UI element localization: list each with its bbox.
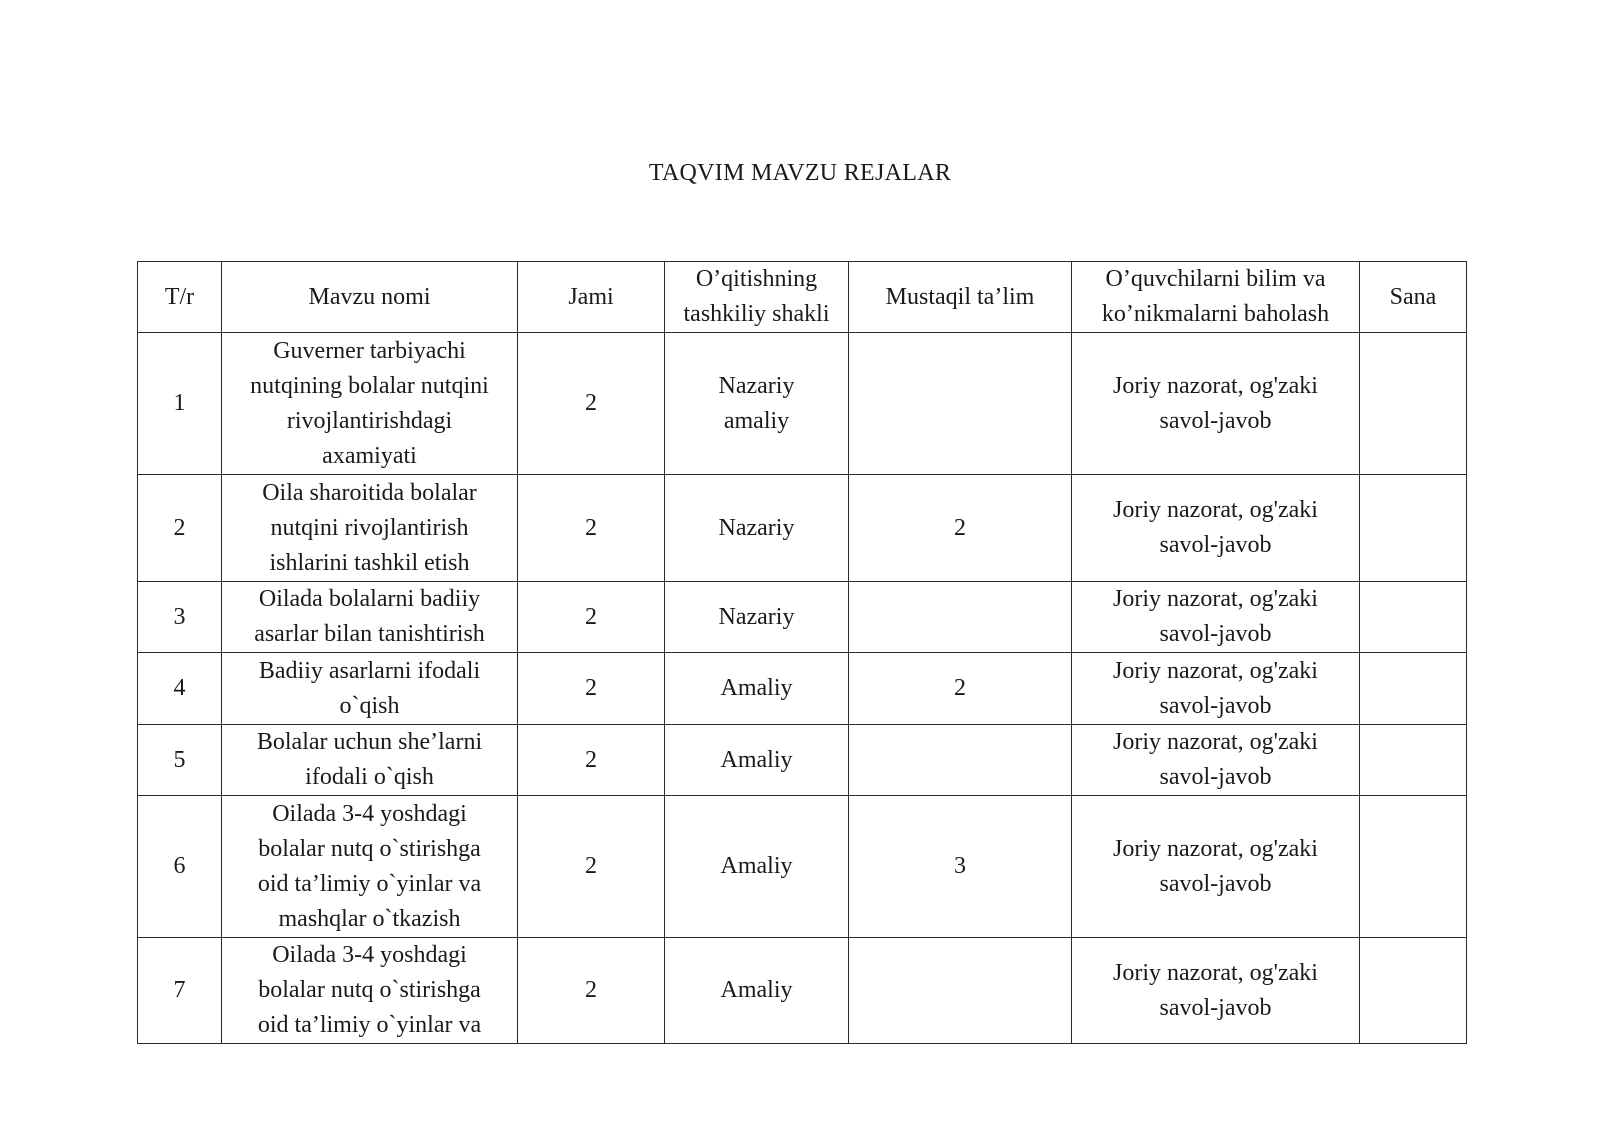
cell-total: 2 [518,725,665,796]
cell-form: Amaliy [665,653,849,725]
cell-assessment: Joriy nazorat, og'zaki savol-javob [1072,796,1360,938]
header-form: O’qitishning tashkiliy shakli [665,262,849,333]
table-row [138,653,1467,725]
cell-assessment: Joriy nazorat, og'zaki savol-javob [1072,475,1360,582]
cell-assessment: Joriy nazorat, og'zaki savol-javob [1072,333,1360,475]
cell-form: Amaliy [665,725,849,796]
cell-form: Nazariy amaliy [665,333,849,475]
header-total: Jami [518,262,665,333]
cell-date [1360,333,1467,475]
cell-form: Amaliy [665,938,849,1044]
cell-date [1360,796,1467,938]
cell-independent [849,938,1072,1044]
cell-topic: Badiiy asarlarni ifodali o`qish [222,653,518,725]
cell-num: 3 [138,582,222,653]
cell-topic: Bolalar uchun she’larni ifodali o`qish [222,725,518,796]
cell-num: 2 [138,475,222,582]
cell-date [1360,938,1467,1044]
table-row [138,333,1467,475]
cell-independent [849,582,1072,653]
cell-total: 2 [518,938,665,1044]
header-row [138,262,1467,333]
cell-num: 1 [138,333,222,475]
table-row [138,796,1467,938]
cell-num: 7 [138,938,222,1044]
cell-topic: Oilada 3-4 yoshdagi bolalar nutq o`stirishga oid ta’limiy o`yinlar va mashqlar o`tkazish [222,796,518,938]
cell-form: Nazariy [665,582,849,653]
table-row [138,938,1467,1044]
calendar-plan-table [137,261,1467,1044]
cell-total: 2 [518,653,665,725]
header-topic: Mavzu nomi [222,262,518,333]
cell-independent: 3 [849,796,1072,938]
cell-assessment: Joriy nazorat, og'zaki savol-javob [1072,725,1360,796]
cell-num: 4 [138,653,222,725]
header-num: T/r [138,262,222,333]
cell-topic: Guverner tarbiyachi nutqining bolalar nutqini rivojlantirishdagi axamiyati [222,333,518,475]
cell-topic: Oilada bolalarni badiiy asarlar bilan tanishtirish [222,582,518,653]
header-assessment: O’quvchilarni bilim va ko’nikmalarni baholash [1072,262,1360,333]
cell-date [1360,653,1467,725]
cell-date [1360,725,1467,796]
cell-assessment: Joriy nazorat, og'zaki savol-javob [1072,653,1360,725]
cell-total: 2 [518,475,665,582]
cell-form: Nazariy [665,475,849,582]
cell-total: 2 [518,582,665,653]
header-independent: Mustaqil ta’lim [849,262,1072,333]
table-row [138,475,1467,582]
cell-num: 5 [138,725,222,796]
cell-topic: Oilada 3-4 yoshdagi bolalar nutq o`stirishga oid ta’limiy o`yinlar va [222,938,518,1044]
table-row [138,582,1467,653]
cell-total: 2 [518,796,665,938]
cell-num: 6 [138,796,222,938]
cell-independent: 2 [849,475,1072,582]
table-row [138,725,1467,796]
cell-assessment: Joriy nazorat, og'zaki savol-javob [1072,582,1360,653]
cell-independent [849,333,1072,475]
cell-topic: Oila sharoitida bolalar nutqini rivojlantirish ishlarini tashkil etish [222,475,518,582]
cell-form: Amaliy [665,796,849,938]
header-date: Sana [1360,262,1467,333]
cell-independent: 2 [849,653,1072,725]
cell-assessment: Joriy nazorat, og'zaki savol-javob [1072,938,1360,1044]
cell-date [1360,582,1467,653]
cell-independent [849,725,1072,796]
cell-date [1360,475,1467,582]
page-title: TAQVIM MAVZU REJALAR [648,160,952,186]
cell-total: 2 [518,333,665,475]
